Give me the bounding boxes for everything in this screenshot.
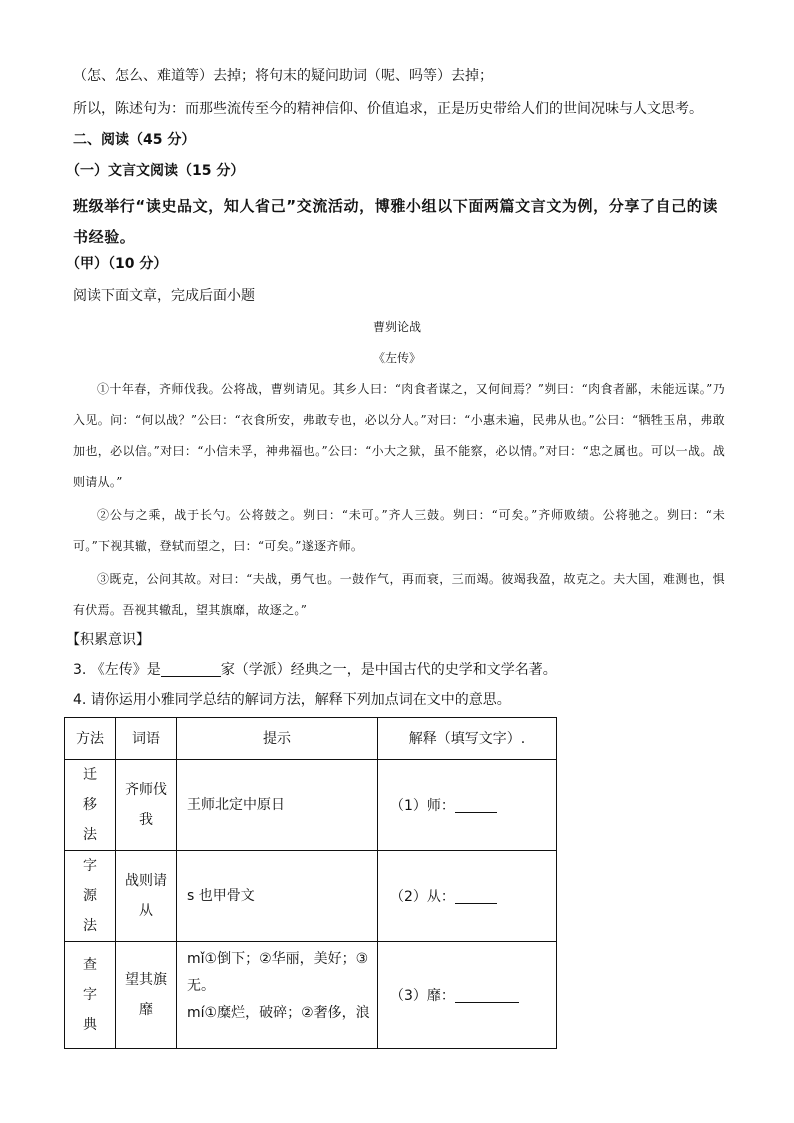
answer-cell [378, 942, 557, 1049]
table-row [65, 760, 557, 851]
table-header-row [65, 718, 557, 760]
hint-cell [177, 942, 378, 1049]
text-line: （怎、怎么、难道等）去掉；将句末的疑问助词（呢、吗等）去掉； [73, 68, 493, 84]
method-cell: 查字典 [65, 942, 116, 1049]
question-4: 4. 请你运用小雅同学总结的解词方法，解释下列加点词在文中的意思。 [73, 692, 511, 708]
hint-cell: 王师北定中原日 [177, 760, 378, 851]
method-cell: 迁移法 [65, 760, 116, 851]
instruction-text: 阅读下面文章，完成后面小题 [73, 288, 255, 304]
answer-label: （2）从： [390, 889, 455, 905]
table-header: 方法 [65, 718, 116, 760]
table-header: 提示 [177, 718, 378, 760]
word-cell: 齐师伐我 [116, 760, 177, 851]
vocabulary-table [64, 717, 557, 1049]
answer-blank[interactable] [161, 662, 221, 677]
question-3-text: 3. 《左传》是 [73, 662, 161, 678]
word-cell: 望其旗靡 [116, 942, 177, 1049]
table-header: 词语 [116, 718, 177, 760]
answer-cell [378, 851, 557, 942]
subsection-heading: （一）文言文阅读（15 分） [66, 163, 245, 179]
answer-blank[interactable] [455, 988, 519, 1003]
answer-blank[interactable] [455, 798, 497, 813]
method-cell: 字源法 [65, 851, 116, 942]
article-title: 曹刿论战 [372, 320, 421, 334]
article-paragraph-2: ②公与之乘，战于长勺。公将鼓之。刿曰：“未可。”齐人三鼓。刿曰：“可矣。”齐师败绩。公将驰之。刿曰：“未可。”下视其辙，登轼而望之，曰：“可矣。”遂逐齐师。 [73, 508, 725, 553]
question-3-text: 家（学派）经典之一，是中国古代的史学和文学名著。 [220, 662, 557, 678]
article-paragraph-3: ③既克，公问其故。对曰：“夫战，勇气也。一鼓作气，再而衰，三而竭。彼竭我盈，故克之。夫大国，难测也，惧有伏焉。吾视其辙乱，望其旗靡，故逐之。” [73, 572, 725, 617]
article-paragraph-1: ①十年春，齐师伐我。公将战，曹刿请见。其乡人曰：“肉食者谋之，又何间焉？”刿曰：“肉食者鄙，未能远谋。”乃入见。问：“何以战？”公曰：“衣食所安，弗敢专也，必以分人。”对曰：“小惠未遍，民弗从也。”公曰：“牺牲玉帛，弗敢加也，必以信。”对曰：“小信未孚，神弗福也。”公曰：“小大之狱，虽不能察，必以情。”对曰：“忠之属也。可以一战。战则请从。” [73, 382, 725, 489]
intro-paragraph: 班级举行“读史品文，知人省己”交流活动，博雅小组以下面两篇文言文为例，分享了自己的读书经验。 [73, 197, 718, 246]
answer-label: （3）靡： [390, 988, 455, 1004]
text-line: 所以，陈述句为：而那些流传至今的精神信仰、价值追求，正是历史带给人们的世间况味与人文思考。 [73, 101, 703, 117]
passage-label: （甲）（10 分） [66, 256, 168, 272]
hint-line: mí①糜烂，破碎；②奢侈，浪 [187, 1005, 370, 1021]
section-heading: 二、阅读（45 分） [73, 132, 196, 148]
hint-cell: s 也甲骨文 [177, 851, 378, 942]
hint-line: mǐ①倒下；②华丽，美好；③无。 [187, 951, 369, 994]
table-header: 解释（填写文字）. [378, 718, 557, 760]
article-source: 《左传》 [372, 351, 421, 365]
answer-cell [378, 760, 557, 851]
word-cell: 战则请从 [116, 851, 177, 942]
table-row [65, 942, 557, 1049]
section-label: 【积累意识】 [66, 632, 150, 648]
question-3 [73, 660, 557, 680]
answer-label: （1）师： [390, 798, 455, 814]
answer-blank[interactable] [455, 889, 497, 904]
table-row [65, 851, 557, 942]
